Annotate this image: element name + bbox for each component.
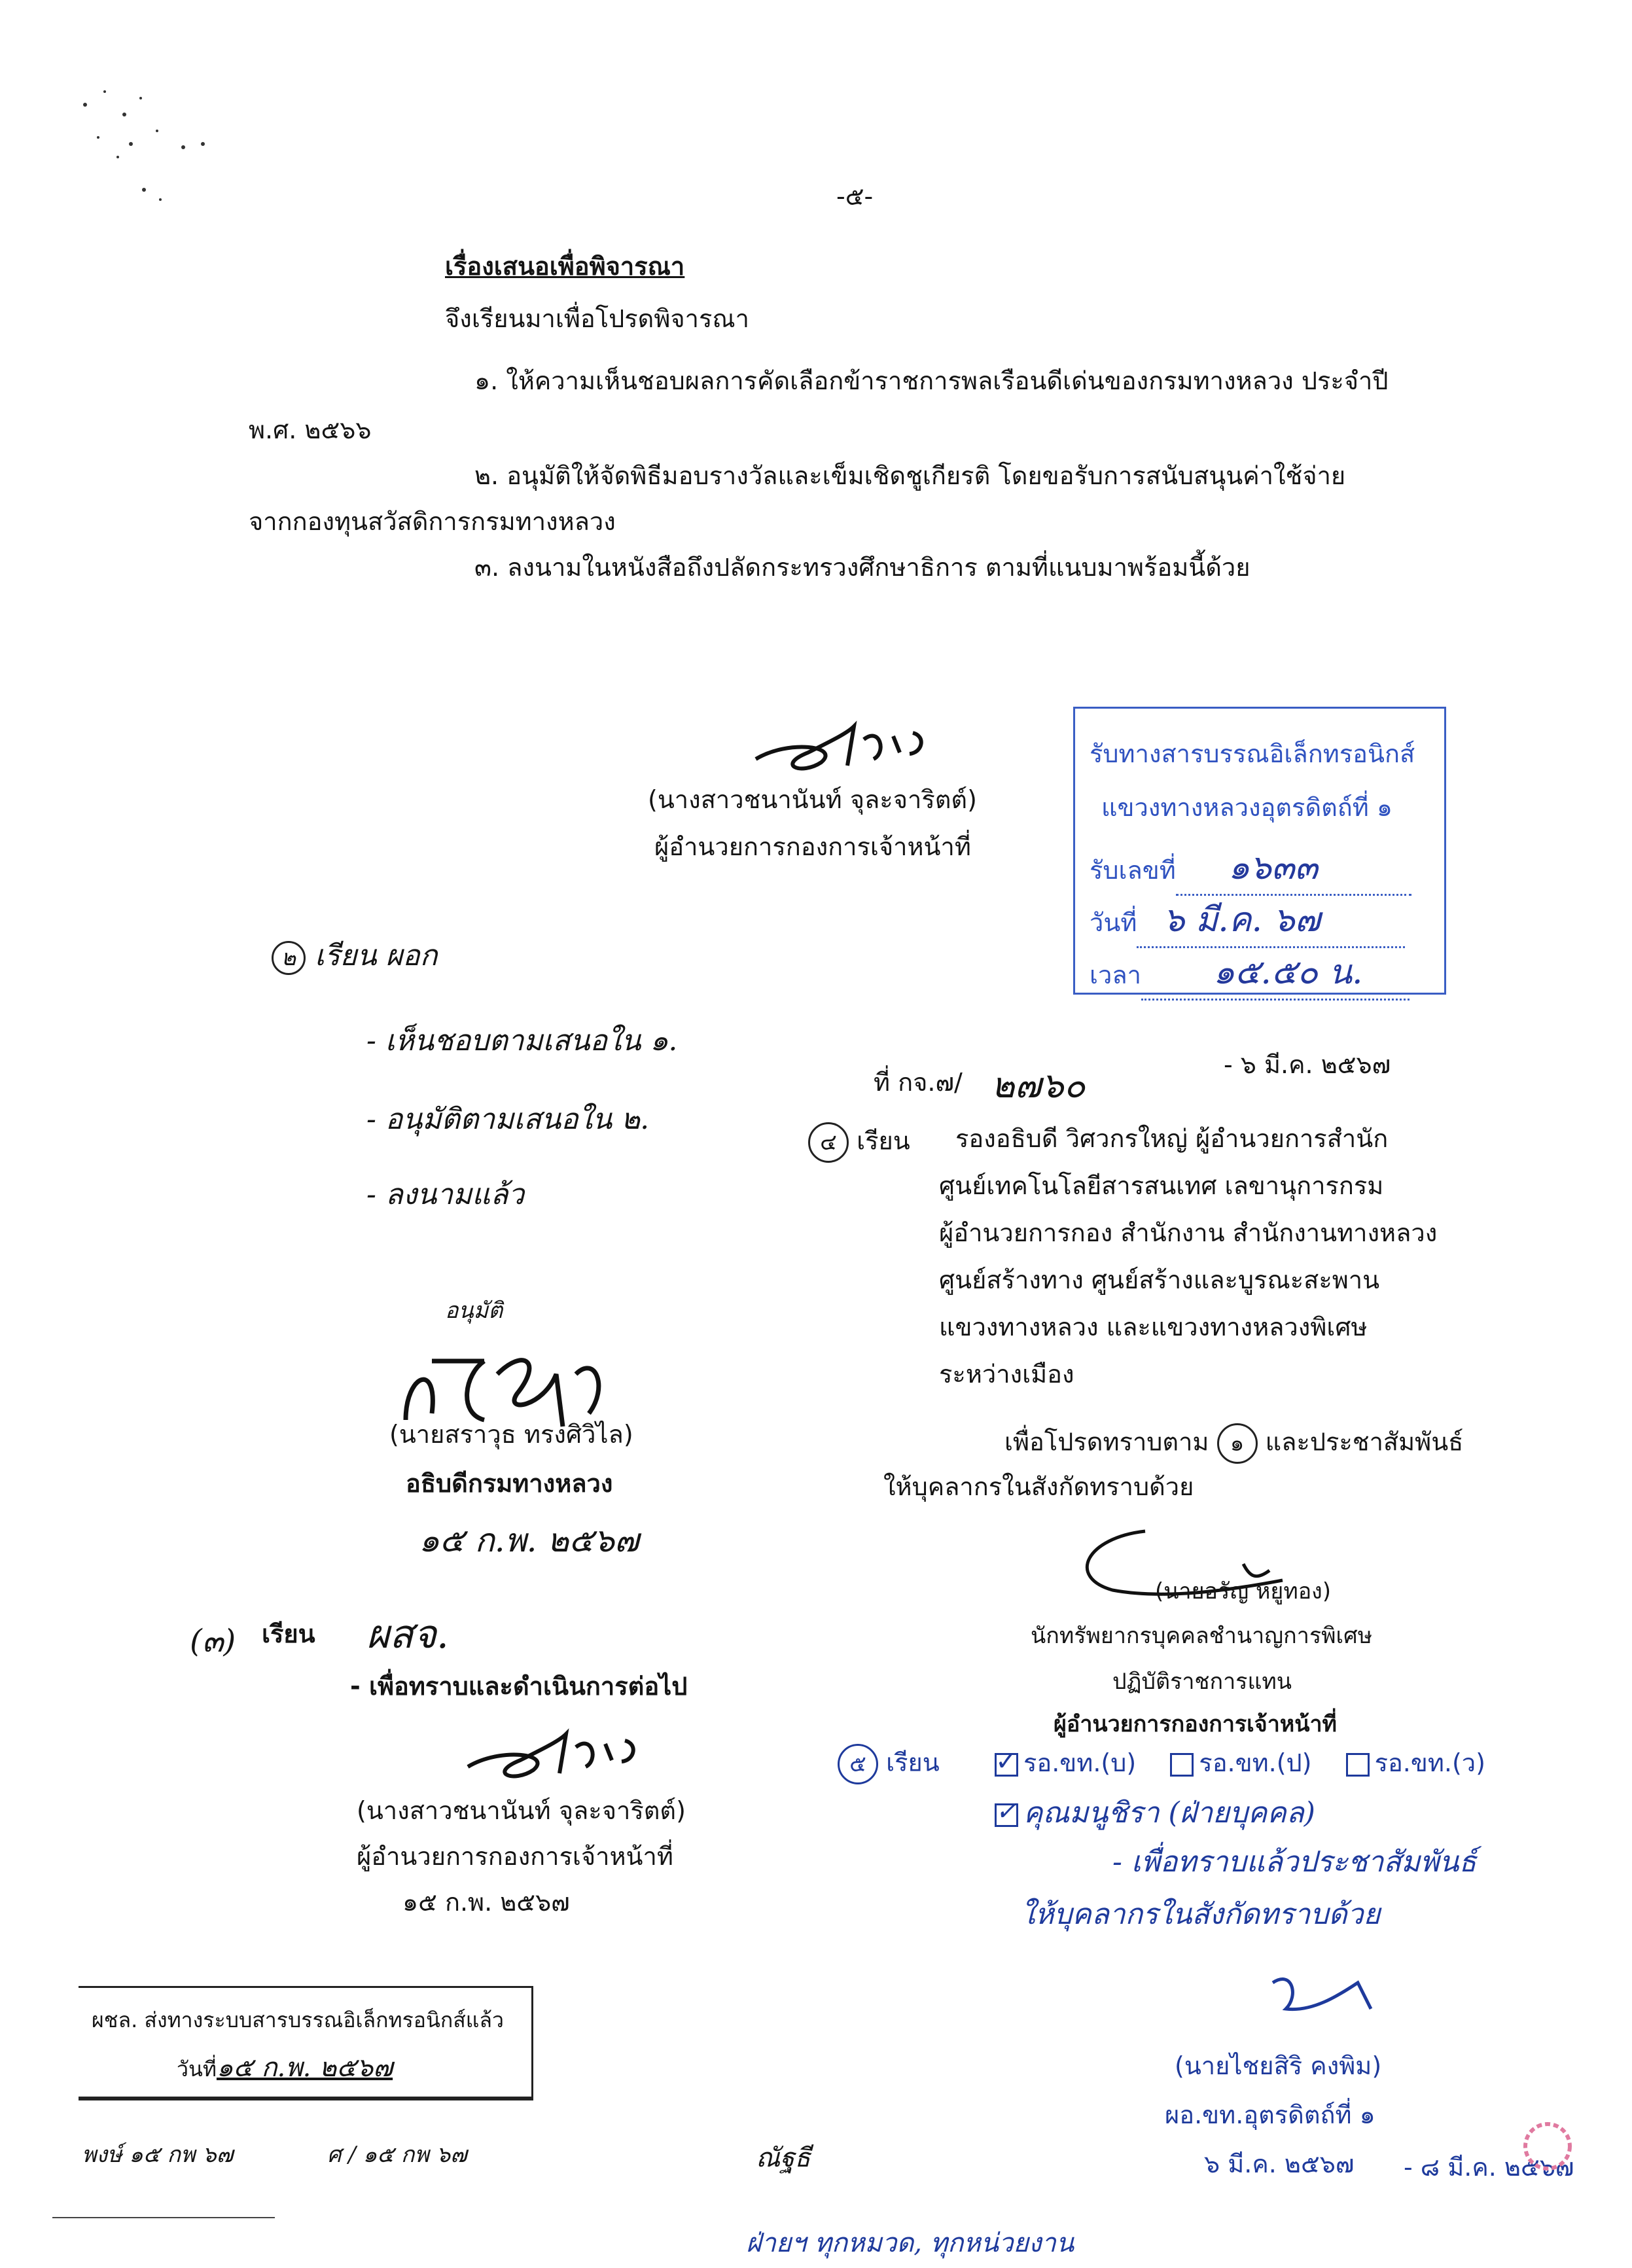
director-signature xyxy=(393,1335,641,1433)
note2-header xyxy=(272,932,437,978)
stamp-title: รับทางสารบรรณอิเล็กทรอนิกส์ xyxy=(1090,739,1415,768)
note3-marker: (๓) xyxy=(190,1623,236,1659)
district-date: ๖ มี.ค. ๒๕๖๗ xyxy=(1204,2150,1355,2178)
hr-name: (นายอรัญ หยูทอง) xyxy=(1155,1578,1332,1604)
signer2-name: (นางสาวชนานันท์ จุละจาริตต์) xyxy=(357,1796,686,1825)
note4-purpose: เพื่อโปรดทราบตาม ๑ และประชาสัมพันธ์ xyxy=(1004,1423,1463,1464)
district-position: ผอ.ขท.อุตรดิตถ์ที่ ๑ xyxy=(1165,2100,1375,2129)
footer-note-left: พงษ์ ๑๕ กพ ๖๗ xyxy=(82,2142,234,2168)
note4-line-5: แขวงทางหลวง และแขวงทางหลวงพิเศษ xyxy=(939,1313,1368,1341)
received-stamp xyxy=(1073,707,1446,995)
footer-note-bottom: ฝ่ายฯ ทุกหมวด, ทุกหน่วยงาน xyxy=(746,2228,1074,2258)
signature-2 xyxy=(461,1721,658,1793)
scan-speckles xyxy=(79,85,229,209)
note2-line1: เรียน ผอก xyxy=(315,939,438,972)
note5-line4: ให้บุคลากรในสังกัดทราบด้วย xyxy=(1021,1898,1381,1931)
director-position: อธิบดีกรมทางหลวง xyxy=(406,1469,613,1498)
ref-no-label: ที่ กจ.๗/ xyxy=(874,1068,963,1097)
stamp-recv-label: รับเลขที่ xyxy=(1090,856,1176,885)
note5-line3: - เพื่อทราบแล้วประชาสัมพันธ์ xyxy=(1112,1845,1477,1879)
stamp-date-row xyxy=(1090,892,1405,948)
item-3-line1: ๓. ลงนามในหนังสือถึงปลัดกระทรวงศึกษาธิการ ตามที่แนบมาพร้อมนี้ด้วย xyxy=(474,553,1251,582)
footer-note-mid: ศ / ๑๕ กพ ๖๗ xyxy=(327,2142,467,2168)
signer2-date: ๑๕ ก.พ. ๒๕๖๗ xyxy=(402,1888,570,1917)
stamp-office: แขวงทางหลวงอุตรดิตถ์ที่ ๑ xyxy=(1101,793,1393,822)
note4-marker: ๔ xyxy=(808,1122,849,1163)
ref-date: - ๖ มี.ค. ๒๕๖๗ xyxy=(1224,1050,1391,1079)
footer-status-box xyxy=(79,1986,533,2100)
note3-text: - เพื่อทราบและดำเนินการต่อไป xyxy=(350,1672,688,1701)
stamp-date-label: วันที่ xyxy=(1090,908,1137,937)
item-2-line1: ๒. อนุมัติให้จัดพิธีมอบรางวัลและเข็มเชิดชูเกียรติ โดยขอรับการสนับสนุนค่าใช้จ่าย xyxy=(474,461,1346,490)
note5-header xyxy=(838,1744,940,1784)
note3-to: ผสจ. xyxy=(366,1612,450,1657)
note4-purpose-marker: ๑ xyxy=(1217,1423,1258,1464)
item-2-line2: จากกองทุนสวัสดิการกรมทางหลวง xyxy=(249,507,616,536)
footer-line1: ผชล. ส่งทางระบบสารบรรณอิเล็กทรอนิกส์แล้ว xyxy=(92,2008,504,2032)
seal-icon xyxy=(1521,2120,1574,2172)
note4-line-3: ผู้อำนวยการกอง สำนักงาน สำนักงานทางหลวง xyxy=(939,1218,1438,1247)
signer2-position: ผู้อำนวยการกองการเจ้าหน้าที่ xyxy=(357,1842,673,1871)
hr-acting: ปฏิบัติราชการแทน xyxy=(1112,1669,1292,1695)
footer-signature: ณัฐธี xyxy=(756,2143,811,2173)
note2-marker: ๒ xyxy=(272,941,306,975)
option-checkbox-3[interactable] xyxy=(1346,1753,1370,1777)
note2-bullet-2: - อนุมัติตามเสนอใน ๒. xyxy=(366,1103,650,1136)
note4-line-6: ระหว่างเมือง xyxy=(939,1360,1074,1389)
note2-bullet-3: - ลงนามแล้ว xyxy=(366,1178,525,1211)
intro-text: จึงเรียนมาเพื่อโปรดพิจารณา xyxy=(445,304,749,333)
option-checkbox-2[interactable] xyxy=(1170,1753,1194,1777)
note4-line-2: ศูนย์เทคโนโลยีสารสนเทศ เลขานุการกรม xyxy=(939,1171,1384,1200)
stamp-recv-row xyxy=(1090,840,1411,896)
signature-1 xyxy=(749,713,946,785)
hr-position: นักทรัพยากรบุคคลชำนาญการพิเศษ xyxy=(1031,1623,1373,1649)
ref-no-value: ๒๗๖๐ xyxy=(991,1065,1086,1106)
page-number: -๕- xyxy=(836,182,874,211)
signer1-name: (นางสาวชนานันท์ จุละจาริตต์) xyxy=(648,785,977,814)
stamp-recv-value: ๑๖๓๓ xyxy=(1228,848,1318,887)
note3-label: เรียน xyxy=(262,1620,315,1648)
note5-line2: ✓คุณมนูชิรา (ฝ่ายบุคคล) xyxy=(995,1790,1315,1835)
note4-line-1: รองอธิบดี วิศวกรใหญ่ ผู้อำนวยการสำนัก xyxy=(955,1124,1389,1153)
director-name: (นายสราวุธ ทรงศิวิไล) xyxy=(389,1420,633,1449)
district-signature xyxy=(1260,1957,1391,2029)
note5-marker: ๕ xyxy=(838,1744,878,1784)
hr-acting-for: ผู้อำนวยการกองการเจ้าหน้าที่ xyxy=(1054,1711,1337,1737)
note4-label: เรียน xyxy=(857,1126,910,1156)
staff-checkbox[interactable] xyxy=(995,1803,1018,1827)
note5-options: ✓ รอ.ขท.(บ) รอ.ขท.(ป) รอ.ขท.(ว) xyxy=(995,1748,1485,1779)
stamp-time-value: ๑๕.๕๐ น. xyxy=(1213,953,1363,992)
signer1-position: ผู้อำนวยการกองการเจ้าหน้าที่ xyxy=(654,832,971,861)
footer-line2: วันที่๑๕ ก.พ. ๒๕๖๗ xyxy=(177,2053,393,2083)
stamp-time-row xyxy=(1090,944,1410,1001)
district-date2: - ๘ มี.ค. ๒๕๖๗ xyxy=(1404,2153,1574,2182)
note2-bullet-1: - เห็นชอบตามเสนอใน ๑. xyxy=(366,1024,678,1057)
option-checkbox-1[interactable] xyxy=(995,1753,1018,1777)
note4-purpose-line2: ให้บุคลากรในสังกัดทราบด้วย xyxy=(883,1472,1194,1501)
item-1-line2: พ.ศ. ๒๕๖๖ xyxy=(249,416,372,444)
stamp-time-label: เวลา xyxy=(1090,961,1141,989)
director-date: ๑๕ ก.พ. ๒๕๖๗ xyxy=(419,1521,639,1559)
divider-line xyxy=(52,2217,275,2218)
note4-line-4: ศูนย์สร้างทาง ศูนย์สร้างและบูรณะสะพาน xyxy=(939,1266,1380,1294)
district-name: (นายไชยสิริ คงพิม) xyxy=(1175,2051,1382,2080)
section-heading: เรื่องเสนอเพื่อพิจารณา xyxy=(445,252,685,281)
note4-header xyxy=(808,1122,910,1163)
director-approve: อนุมัติ xyxy=(445,1298,503,1324)
item-1-line1: ๑. ให้ความเห็นชอบผลการคัดเลือกข้าราชการพลเรือนดีเด่นของกรมทางหลวง ประจำปี xyxy=(474,366,1389,395)
note5-label: เรียน xyxy=(886,1748,940,1777)
stamp-date-value: ๖ มี.ค. ๖๗ xyxy=(1163,900,1321,940)
